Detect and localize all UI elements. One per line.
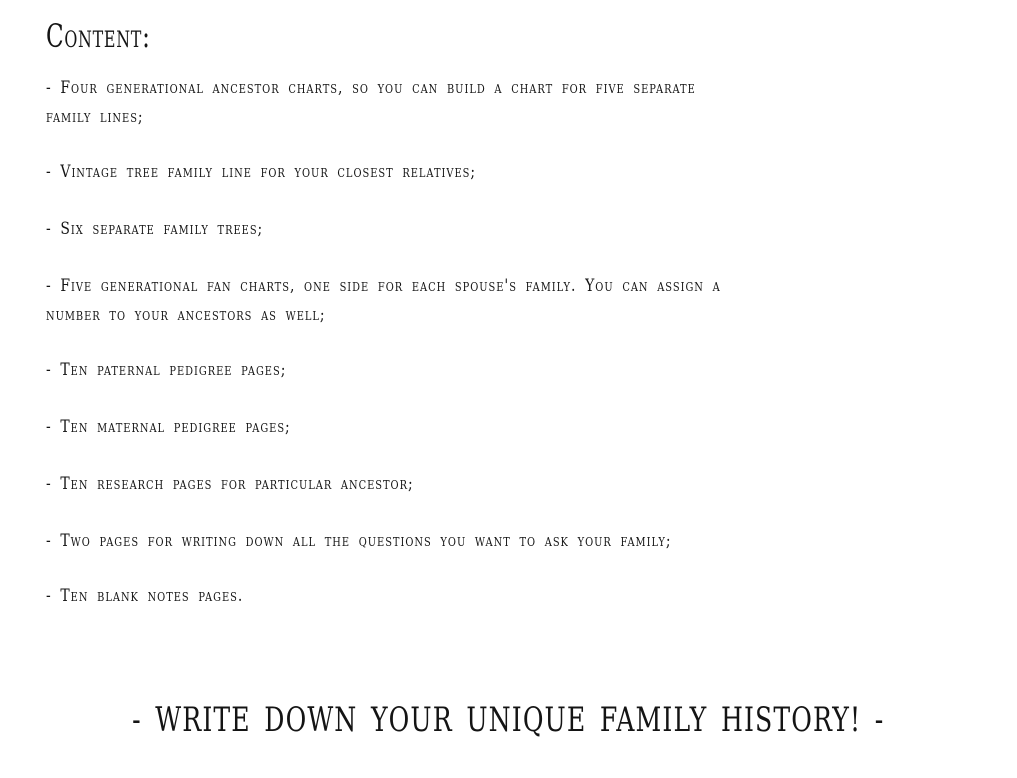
list-item-family-trees: - Six separate family trees; — [46, 219, 264, 239]
list-item-questions-pages: - Two pages for writing down all the questions you want to ask your family; — [46, 531, 672, 551]
content-heading: Content: — [46, 17, 151, 55]
list-item-maternal-pedigree: - Ten maternal pedigree pages; — [46, 417, 291, 437]
list-item-paternal-pedigree: - Ten paternal pedigree pages; — [46, 360, 287, 380]
list-item-notes-pages: - Ten blank notes pages. — [46, 586, 244, 606]
list-item-vintage-tree: - Vintage tree family line for your closest relatives; — [46, 162, 477, 182]
list-item-fan-charts: - Five generational fan charts, one side for each spouse's family. You can assign a number to your ancestors as well; — [46, 276, 721, 325]
list-item-research-pages: - Ten research pages for particular ancestor; — [46, 474, 414, 494]
list-item-ancestor-charts: - Four generational ancestor charts, so you can build a chart for five separate family lines; — [46, 78, 696, 127]
footer-slogan-text: - WRITE DOWN YOUR UNIQUE FAMILY HISTORY! - — [132, 700, 885, 740]
content-list — [46, 74, 746, 639]
footer-slogan — [0, 696, 885, 744]
